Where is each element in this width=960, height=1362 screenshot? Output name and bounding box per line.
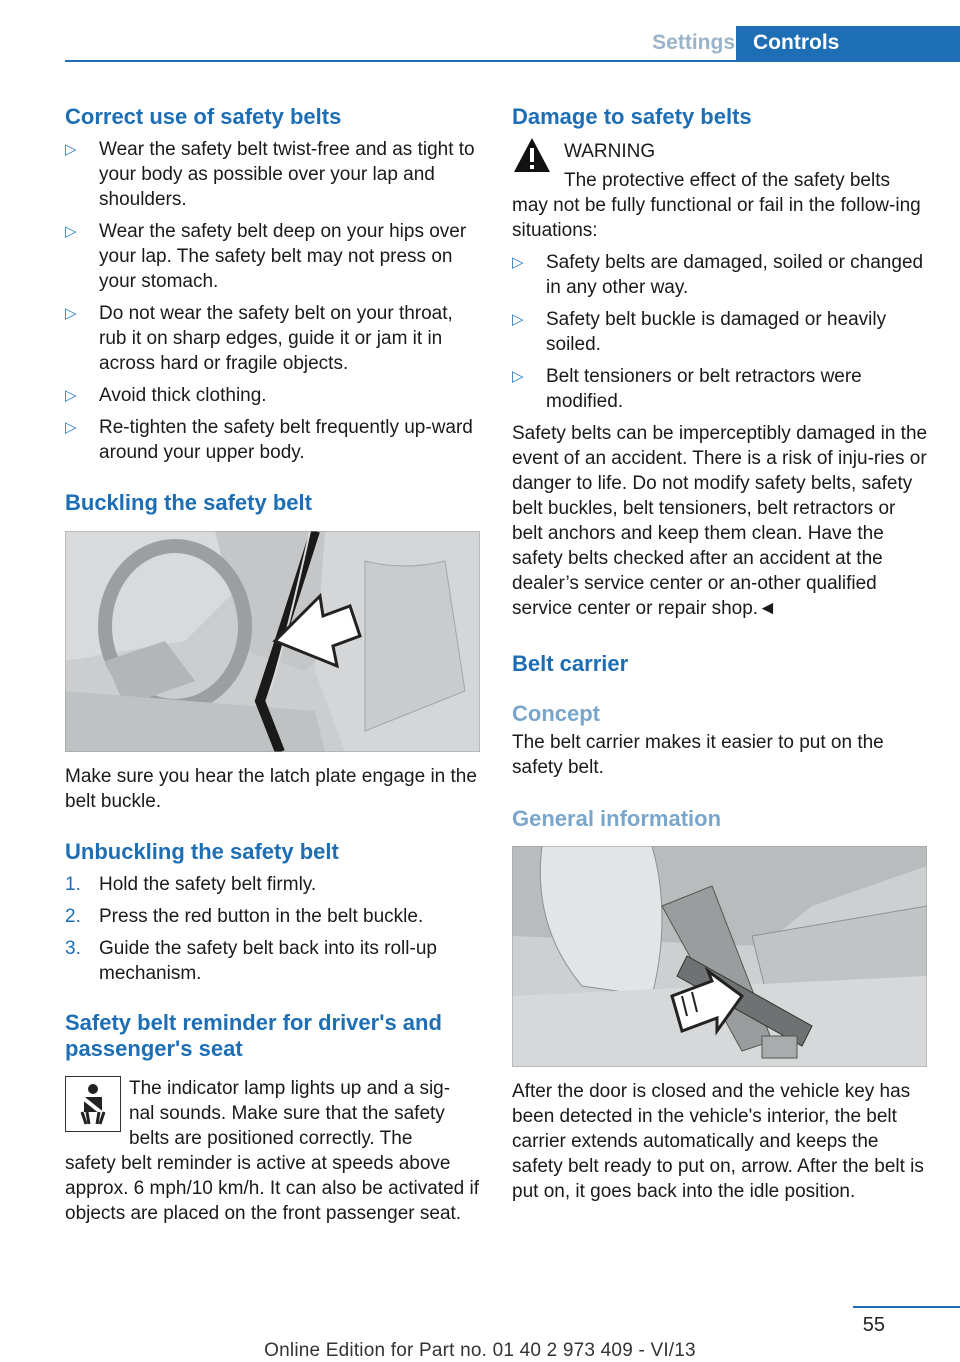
list-item: ▷ Avoid thick clothing.: [65, 385, 267, 406]
bullet-triangle-icon: ▷: [512, 311, 524, 328]
list-item: ▷ Do not wear the safety belt on your throat, rub it on sharp edges, guide it or jam it in across hard or fragile objects.: [65, 303, 453, 374]
list-item: ▷ Wear the safety belt twist-free and as tight to your body as possible over your lap and shoulders.: [65, 139, 475, 210]
seatbelt-reminder-icon: [65, 1076, 121, 1132]
page-number: 55: [862, 1314, 885, 1336]
header-rule: [65, 60, 960, 62]
damage-list: [512, 250, 930, 414]
bullet-triangle-icon: ▷: [65, 141, 77, 158]
bullet-triangle-icon: ▷: [512, 254, 524, 271]
heading-concept: Concept: [512, 701, 600, 726]
bullet-triangle-icon: ▷: [65, 223, 77, 240]
warning-text: may not be fully functional or fail in the follow-ing situations:: [512, 195, 921, 241]
list-item: ▷ Safety belts are damaged, soiled or changed in any other way.: [512, 252, 924, 298]
heading-unbuckling: Unbuckling the safety belt: [65, 839, 339, 864]
bullet-triangle-icon: ▷: [65, 419, 77, 436]
reminder-block: The indicator lamp lights up and a sig- nal sounds. Make sure that the safety belts are positioned correctly. The safety belt reminder is active at speeds above approx. 6 mph/10 km/h. It can also be activated if objects are placed on the front passenger seat.: [65, 1076, 483, 1226]
right-column: [512, 100, 930, 1204]
list-item: ▷ Safety belt buckle is damaged or heavily soiled.: [512, 309, 887, 355]
correct-use-list: [65, 137, 483, 465]
bullet-triangle-icon: ▷: [65, 387, 77, 404]
footer-rule: [853, 1306, 960, 1308]
warning-label: WARNING: [564, 141, 656, 162]
buckling-illustration: [65, 531, 480, 752]
left-column: [65, 100, 483, 1226]
list-item: ▷ Wear the safety belt deep on your hips over your lap. The safety belt may not press on your stomach.: [65, 221, 467, 292]
heading-correct-use: Correct use of safety belts: [65, 104, 342, 129]
warning-triangle-icon: [512, 136, 552, 174]
concept-text: The belt carrier makes it easier to put on the safety belt.: [512, 732, 884, 778]
list-item: 2. Press the red button in the belt buckle.: [65, 906, 424, 927]
bullet-triangle-icon: ▷: [512, 368, 524, 385]
heading-reminder: Safety belt reminder for driver's and passenger's seat: [65, 1010, 442, 1061]
list-item: 1. Hold the safety belt firmly.: [65, 874, 317, 895]
bullet-triangle-icon: ▷: [65, 305, 77, 322]
heading-belt-carrier: Belt carrier: [512, 651, 629, 676]
list-item: 3. Guide the safety belt back into its roll-up mechanism.: [65, 938, 437, 984]
list-item: ▷ Re-tighten the safety belt frequently up-ward around your upper body.: [65, 417, 473, 463]
general-text: After the door is closed and the vehicle key has been detected in the vehicle's interior, the belt carrier extends automatically and keeps the safety belt ready to put on, arrow. After the belt is put on, it goes back into the idle position.: [512, 1081, 924, 1202]
header-section-label: Settings: [652, 31, 735, 54]
belt-carrier-illustration: [512, 846, 927, 1067]
heading-general-information: General information: [512, 806, 722, 831]
warning-block: WARNING The protective effect of the safety belts may not be fully functional or fail in the follow-ing situations:: [512, 136, 930, 243]
footer-edition: Online Edition for Part no. 01 40 2 973 409 - VI/13: [264, 1340, 696, 1361]
list-item: ▷ Belt tensioners or belt retractors were modified.: [512, 366, 862, 412]
damage-text: Safety belts can be imperceptibly damaged in the event of an accident. There is a risk of inju-ries or danger to life. Do not modify safety belts, safety belt buckles, belt tensioners, belt retractors or belt anchors and keep them clean. Have the safety belts checked after an accident at the dealer’s service center or an-other qualified service center or repair shop.◄: [512, 423, 928, 619]
buckling-text: Make sure you hear the latch plate engage in the belt buckle.: [65, 766, 477, 812]
header-tab-controls: Controls: [736, 26, 960, 62]
unbuckling-steps: [65, 872, 483, 986]
heading-damage: Damage to safety belts: [512, 104, 752, 129]
reminder-text: safety belt reminder is active at speeds above approx. 6 mph/10 km/h. It can also be activated if objects are placed on the front passenger seat.: [65, 1153, 480, 1224]
heading-buckling: Buckling the safety belt: [65, 490, 312, 515]
